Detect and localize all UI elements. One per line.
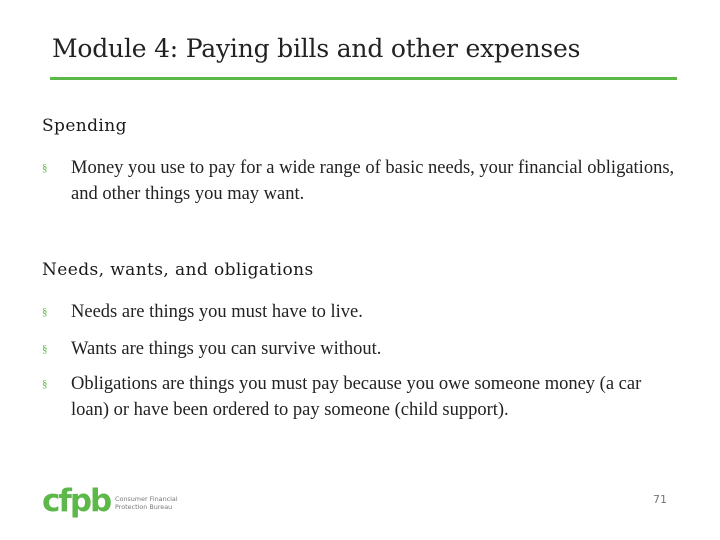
bullet-text: Wants are things you can survive without. (71, 339, 382, 359)
bullet-item (42, 299, 682, 325)
cfpb-logo-text (115, 495, 178, 511)
logo-line-2: Protection Bureau (115, 503, 173, 511)
bullet-marker-icon: § (42, 162, 48, 174)
bullet-item (42, 336, 682, 362)
bullet-item (42, 155, 682, 207)
logo-line-1: Consumer Financial (115, 495, 178, 503)
cfpb-logo (42, 484, 182, 522)
title-rule (50, 77, 677, 80)
bullet-item (42, 371, 682, 423)
section-heading-needs-wants: Needs, wants, and obligations (42, 260, 314, 280)
cfpb-logo-mark: cfpb (42, 483, 111, 519)
bullet-text: Obligations are things you must pay because you owe someone money (a car loan) or have been ordered to pay someone (child support). (71, 374, 642, 420)
bullet-marker-icon: § (42, 378, 48, 390)
page-number: 71 (653, 493, 667, 506)
section-heading-spending: Spending (42, 116, 127, 136)
bullet-marker-icon: § (42, 306, 48, 318)
bullet-marker-icon: § (42, 343, 48, 355)
bullet-text: Money you use to pay for a wide range of basic needs, your financial obligations, and other things you may want. (71, 158, 675, 204)
bullet-text: Needs are things you must have to live. (71, 302, 363, 322)
slide-title: Module 4: Paying bills and other expenses (52, 34, 581, 63)
